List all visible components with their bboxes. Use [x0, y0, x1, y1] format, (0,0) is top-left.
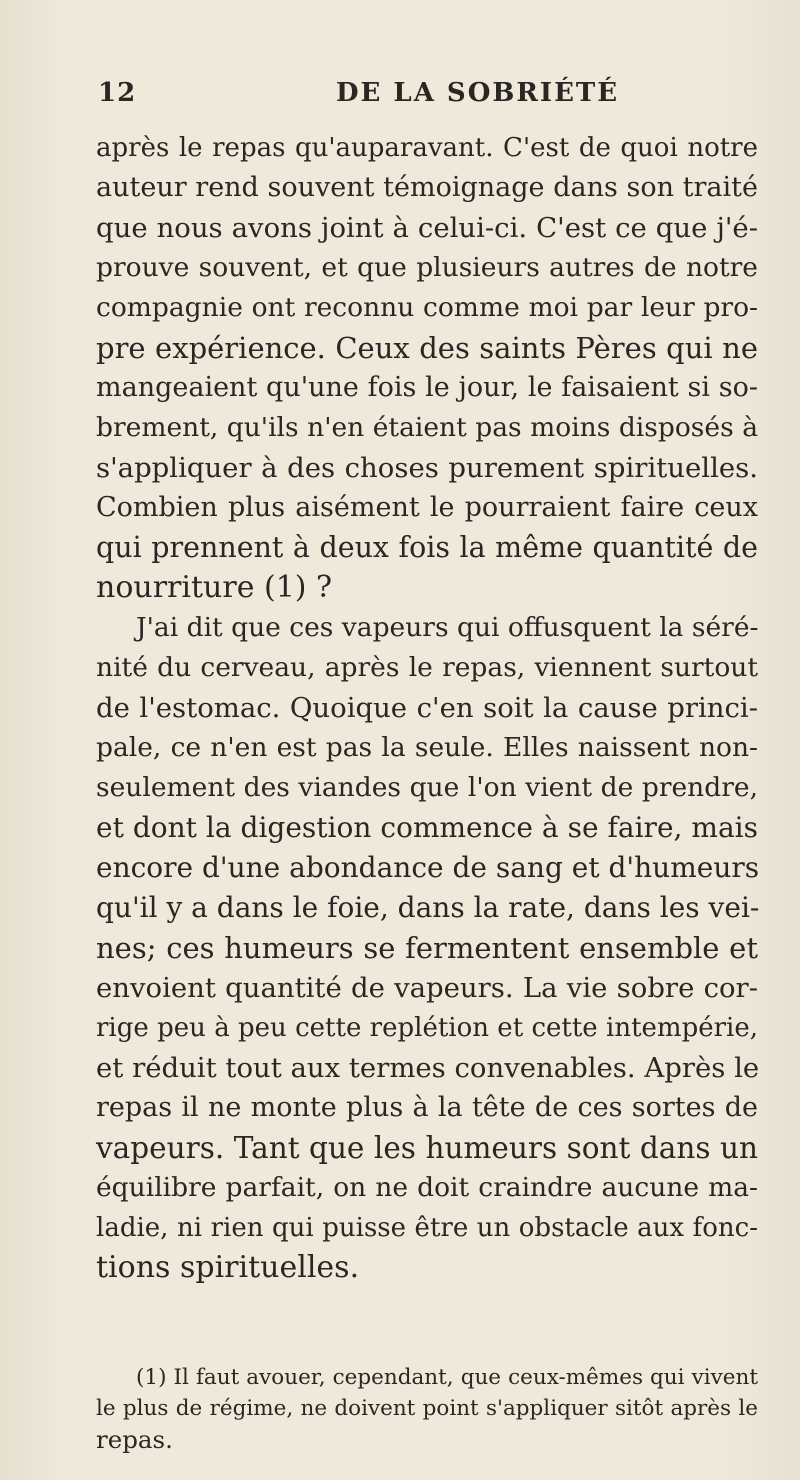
text-line: pale, ce n'en est pas la seule. Elles naissent non- — [96, 732, 758, 763]
text-line: ladie, ni rien qui puisse être un obstacle aux fonc- — [96, 1213, 758, 1243]
text-line: de l'estomac. Quoique c'en soit la cause princi- — [96, 692, 758, 724]
footnote-line: repas. — [96, 1425, 173, 1454]
text-line: encore d'une abondance de sang et d'humeurs — [96, 851, 760, 884]
text-line: nité du cerveau, après le repas, viennent surtout — [96, 652, 758, 683]
text-line: qui prennent à deux fois la même quantité de — [96, 531, 758, 564]
paragraph-end-line: tions spirituelles. — [96, 1250, 360, 1285]
text-line: qu'il y a dans le foie, dans la rate, dans les vei- — [96, 891, 760, 924]
text-line: prouve souvent, et que plusieurs autres de notre — [96, 252, 758, 283]
text-line: et réduit tout aux termes convenables. Après le — [96, 1052, 760, 1084]
text-line: repas il ne monte plus à la tête de ces sortes de — [96, 1092, 758, 1123]
text-line: rige peu à peu cette replétion et cette intempérie, — [96, 1013, 758, 1043]
main-text — [96, 128, 758, 1288]
text-line: nes; ces humeurs se fermentent ensemble et — [96, 931, 758, 965]
text-line: après le repas qu'auparavant. C'est de quoi notre — [96, 133, 758, 163]
text-line: pre expérience. Ceux des saints Pères qui ne — [96, 331, 758, 365]
page-header — [98, 78, 736, 118]
paragraph-start-line: J'ai dit que ces vapeurs qui offusquent la séré- — [136, 612, 759, 643]
text-line: brement, qu'ils n'en étaient pas moins disposés à — [96, 412, 758, 443]
text-line: mangeaient qu'une fois le jour, le faisaient si so- — [96, 372, 758, 403]
text-line: et dont la digestion commence à se faire, mais — [96, 811, 758, 844]
footnote — [96, 1362, 758, 1455]
text-line: s'appliquer à des choses purement spirituelles. — [96, 452, 758, 484]
footnote-line: (1) Il faut avouer, cependant, que ceux-mêmes qui vivent — [136, 1365, 758, 1390]
text-line: envoient quantité de vapeurs. La vie sobre cor- — [96, 972, 758, 1004]
footnote-line: le plus de régime, ne doivent point s'appliquer sitôt après le — [96, 1396, 758, 1421]
page-number: 12 — [98, 78, 137, 108]
text-line: Combien plus aisément le pourraient faire ceux — [96, 492, 758, 523]
text-line: équilibre parfait, on ne doit craindre aucune ma- — [96, 1172, 758, 1203]
running-title: DE LA SOBRIÉTÉ — [336, 78, 620, 108]
text-line: compagnie ont reconnu comme moi par leur pro- — [96, 292, 758, 323]
text-line: vapeurs. Tant que les humeurs sont dans un — [96, 1131, 758, 1165]
text-line: auteur rend souvent témoignage dans son traité — [96, 172, 758, 203]
text-line: seulement des viandes que l'on vient de prendre, — [96, 772, 758, 803]
text-line: que nous avons joint à celui-ci. C'est ce que j'é- — [96, 212, 758, 244]
paragraph-end-line: nourriture (1) ? — [96, 570, 333, 605]
